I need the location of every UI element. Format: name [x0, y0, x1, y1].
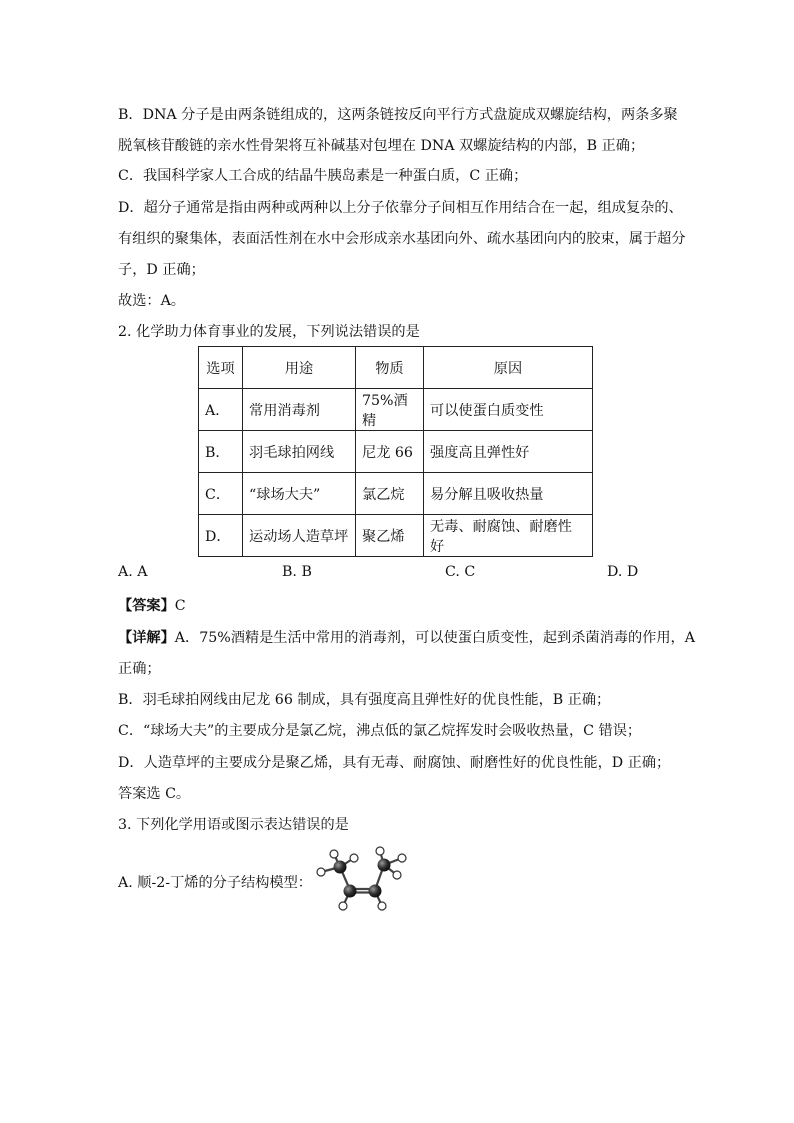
- text-line: B．DNA 分子是由两条链组成的，这两条链按反向平行方式盘旋成双螺旋结构，两条多聚: [118, 107, 678, 123]
- table-row: [199, 515, 593, 557]
- table-cell: 羽毛球拍网线: [243, 431, 356, 473]
- text-line: 正确；: [118, 661, 161, 677]
- table-cell: B．: [199, 431, 243, 473]
- text-line: 故选：A。: [118, 293, 185, 309]
- table-header-cell: 原因: [424, 347, 593, 389]
- text-line: 子，D 正确；: [118, 262, 205, 278]
- choice-c: C. C: [445, 564, 476, 580]
- answer-label: 【答案】: [118, 598, 175, 614]
- choice-d: D. D: [607, 564, 639, 580]
- choice-a: A. A: [118, 564, 148, 580]
- detail-text: A．75%酒精是生活中常用的消毒剂，可以使蛋白质变性，起到杀菌消毒的作用，A: [174, 630, 695, 646]
- text-line: 脱氧核苷酸链的亲水性骨架将互补碱基对包埋在 DNA 双螺旋结构的内部，B 正确；: [118, 138, 645, 154]
- answer-line: [118, 596, 186, 616]
- table-row: [199, 389, 593, 431]
- text-line: 答案选 C。: [118, 786, 191, 802]
- text-line: D．人造草坪的主要成分是聚乙烯，具有无毒、耐腐蚀、耐磨性好的优良性能，D 正确；: [118, 755, 671, 771]
- table-cell: D．: [199, 515, 243, 557]
- question-3-stem: 3. 下列化学用语或图示表达错误的是: [118, 817, 349, 833]
- molecule-bonds: [321, 851, 402, 906]
- hydrogen-atoms: [317, 847, 406, 910]
- table-cell: C．: [199, 473, 243, 515]
- table-cell: 75%酒精: [356, 389, 424, 431]
- detail-label: 【详解】: [118, 630, 175, 646]
- answer-value: C: [174, 598, 186, 614]
- options-table: [198, 346, 593, 557]
- table-cell: “球场大夫”: [243, 473, 356, 515]
- detail-line: [118, 628, 695, 648]
- choice-b: B. B: [282, 564, 312, 580]
- table-cell: 聚乙烯: [356, 515, 424, 557]
- table-header-cell: 物质: [356, 347, 424, 389]
- table-cell: 尼龙 66: [356, 431, 424, 473]
- table-cell: 运动场人造草坪: [243, 515, 356, 557]
- table-cell: 无毒、耐腐蚀、耐磨性好: [424, 515, 593, 557]
- text-line: D．超分子通常是指由两种或两种以上分子依靠分子间相互作用结合在一起，组成复杂的、: [118, 200, 683, 216]
- table-cell: A．: [199, 389, 243, 431]
- cis-2-butene-molecule-model: [312, 846, 412, 912]
- table-cell: 氯乙烷: [356, 473, 424, 515]
- text-line: C．“球场大夫”的主要成分是氯乙烷，沸点低的氯乙烷挥发时会吸收热量，C 错误；: [118, 723, 642, 739]
- table-row: [199, 431, 593, 473]
- table-header-cell: 用途: [243, 347, 356, 389]
- question-2-stem: 2. 化学助力体育事业的发展，下列说法错误的是: [118, 324, 420, 340]
- table-header-row: [199, 347, 593, 389]
- table-cell: 易分解且吸收热量: [424, 473, 593, 515]
- table-header-cell: 选项: [199, 347, 243, 389]
- table-row: [199, 473, 593, 515]
- question-3-option-a: A. 顺-2-丁烯的分子结构模型：: [118, 875, 312, 891]
- text-line: B．羽毛球拍网线由尼龙 66 制成，具有强度高且弹性好的优良性能，B 正确；: [118, 692, 611, 708]
- table-cell: 可以使蛋白质变性: [424, 389, 593, 431]
- table-cell: 常用消毒剂: [243, 389, 356, 431]
- text-line: C．我国科学家人工合成的结晶牛胰岛素是一种蛋白质，C 正确；: [118, 168, 528, 184]
- text-line: 有组织的聚集体，表面活性剂在水中会形成亲水基团向外、疏水基团向内的胶束，属于超分: [118, 231, 686, 247]
- table-cell: 强度高且弹性好: [424, 431, 593, 473]
